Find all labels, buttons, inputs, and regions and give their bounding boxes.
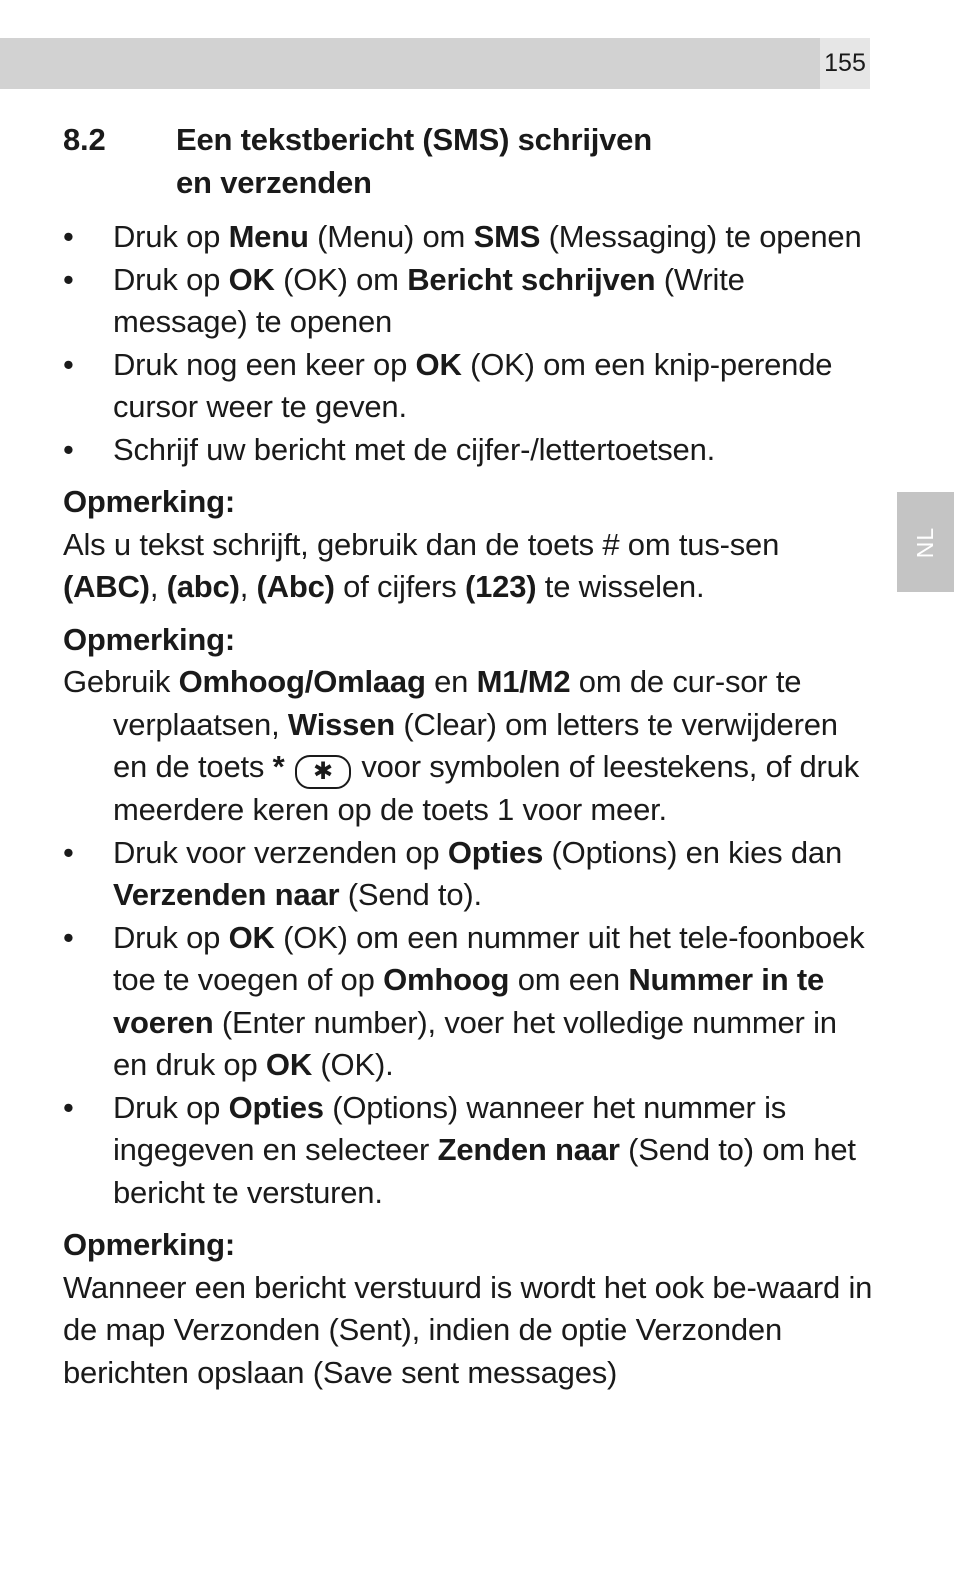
text: of cijfers [334, 569, 466, 604]
list-item [63, 1087, 873, 1215]
note-text: Wanneer een bericht verstuurd is wordt het ook be-waard in de map Verzonden (Sent), indien de optie Verzonden berichten opslaan (Save sent messages) [63, 1269, 873, 1390]
bullet-icon: • [63, 1089, 74, 1125]
key-term: Zenden naar [437, 1132, 620, 1167]
text: Druk nog een keer op [113, 346, 416, 382]
language-tab [897, 492, 954, 592]
key-term: Omhoog/Omlaag [178, 664, 426, 699]
bullet-list-1 [63, 216, 873, 471]
text: en [425, 664, 477, 699]
key-term: M1/M2 [476, 664, 571, 699]
asterisk-key-icon: ✱ [295, 755, 351, 789]
page-content [63, 118, 873, 1394]
text: Schrijf uw bericht met de cijfer-/lettertoetsen. [113, 431, 716, 467]
text: Druk op [113, 261, 229, 297]
bullet-icon: • [63, 219, 74, 254]
list-item [63, 344, 873, 429]
key-term: Wissen [287, 706, 395, 742]
key-term: Opties [447, 834, 544, 870]
section-heading [63, 118, 873, 204]
text: (Enter number), voer het volledige nummer in en druk op [113, 1004, 837, 1082]
text: (Menu) om [308, 219, 474, 254]
bullet-icon: • [63, 431, 74, 467]
text: (Clear) om letters te verwijderen en de toets [113, 706, 838, 784]
text: Druk op [113, 919, 229, 955]
text: Als u tekst schrijft, gebruik dan de toets # om tus-sen [63, 526, 780, 562]
text: (OK) om een nummer uit het tele-foonboek toe te voegen of op [113, 919, 865, 997]
section-title-line1: Een tekstbericht (SMS) schrijven [176, 122, 652, 157]
key-term: OK [228, 261, 275, 297]
list-item [63, 917, 873, 1087]
text: (Options) wanneer het nummer is ingegeven en selecteer [113, 1089, 787, 1167]
bullet-icon: • [63, 919, 74, 955]
key-term: (abc) [166, 569, 240, 604]
text: Druk op [113, 219, 229, 254]
text: te wisselen. [536, 569, 705, 604]
section-number: 8.2 [63, 122, 106, 157]
list-item [63, 832, 873, 917]
key-term: OK [415, 346, 462, 382]
text: (OK) om een knip-perende cursor weer te geven. [113, 346, 833, 424]
text: Gebruik [63, 664, 179, 699]
text: Druk voor verzenden op [113, 834, 448, 870]
key-term: Omhoog [383, 962, 510, 997]
text: , [239, 569, 257, 604]
section-title-line2: en verzenden [176, 165, 372, 200]
key-term: OK [265, 1047, 313, 1082]
page-number: 155 [820, 38, 870, 89]
key-term: OK [228, 919, 275, 955]
note-label: Opmerking: [63, 621, 235, 657]
key-term: Menu [228, 219, 309, 254]
key-term: (Abc) [256, 569, 335, 604]
note-label: Opmerking: [63, 484, 235, 519]
key-term: Verzenden naar [113, 877, 340, 912]
bullet-icon: • [63, 346, 74, 382]
list-item [63, 216, 873, 259]
text: (Messaging) te openen [540, 219, 862, 254]
text: (Send to). [339, 877, 482, 912]
text: voor symbolen of leestekens, of druk meerdere keren op de toets 1 voor meer. [113, 749, 859, 827]
note-text [63, 661, 873, 832]
text: (Write message) te openen [113, 261, 745, 339]
text: om een [509, 962, 629, 997]
section-title [176, 118, 873, 204]
key-term: (123) [465, 569, 537, 604]
key-term: Bericht schrijven [407, 261, 656, 297]
bullet-list-2 [63, 832, 873, 1215]
text: Druk op [113, 1089, 229, 1125]
key-term: Opties [228, 1089, 324, 1125]
list-item [63, 429, 873, 472]
note-text [63, 524, 873, 609]
text: om de cur-sor te verplaatsen, [113, 664, 802, 742]
bullet-icon: • [63, 261, 74, 297]
key-term: SMS [473, 219, 541, 254]
bullet-icon: • [63, 834, 74, 870]
text: , [149, 569, 167, 604]
list-item [63, 259, 873, 344]
key-term: * [272, 749, 285, 784]
key-term: (ABC) [63, 569, 150, 604]
header-bar [0, 38, 820, 89]
key-term: Nummer in te voeren [113, 962, 825, 1040]
text: (Send to) om het bericht te versturen. [113, 1132, 856, 1210]
language-tab-label: NL [912, 526, 938, 558]
text: (OK). [312, 1047, 394, 1082]
text: (Options) en kies dan [543, 834, 843, 870]
note-label: Opmerking: [63, 1227, 235, 1262]
text: (OK) om [274, 261, 408, 297]
